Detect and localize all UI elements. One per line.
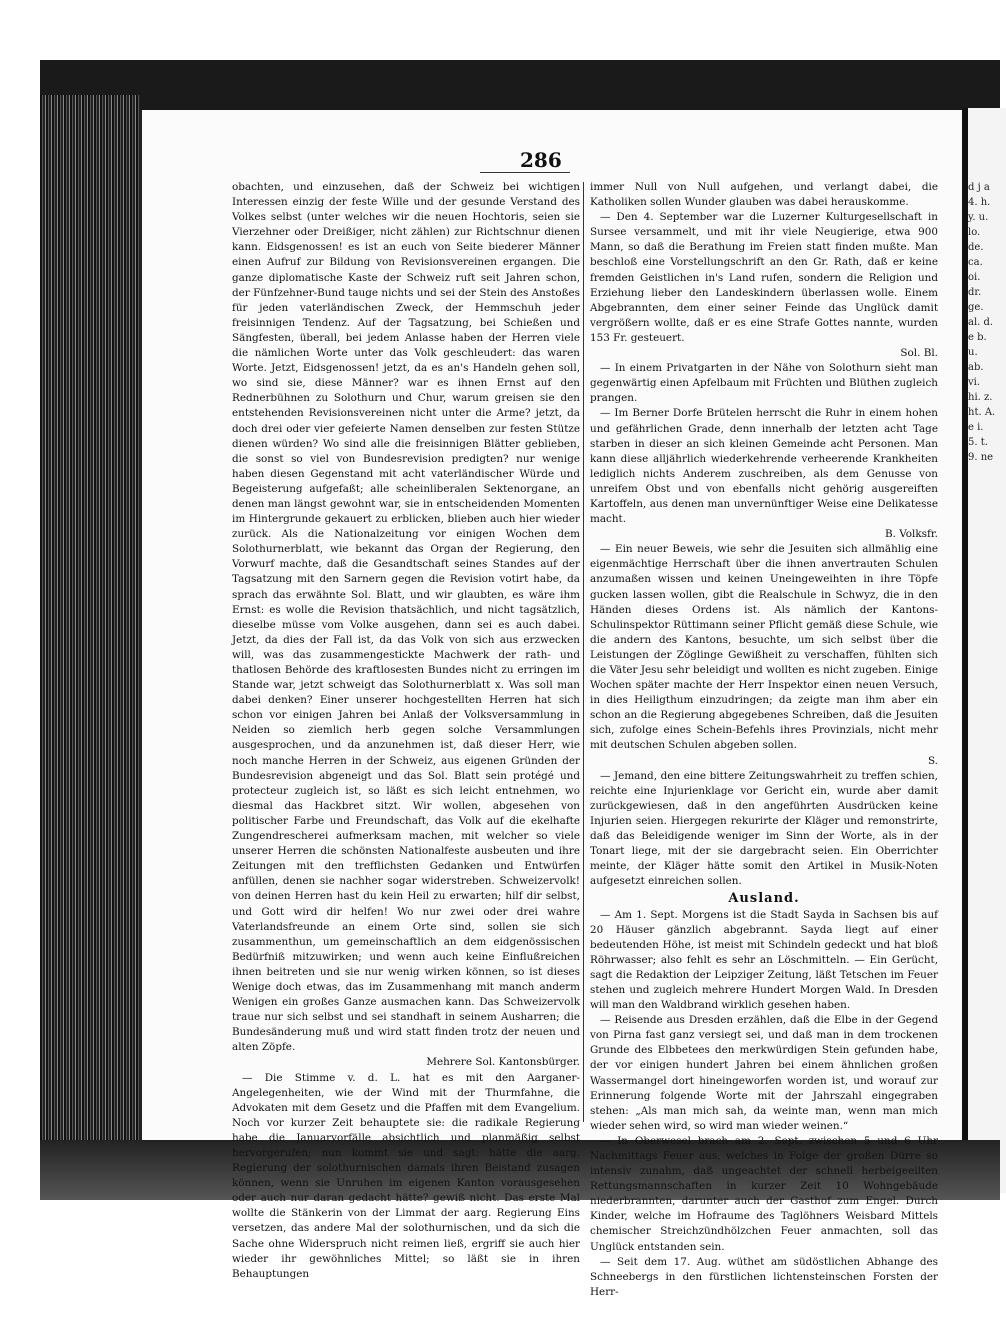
header-rule [480, 172, 570, 173]
left-column [232, 180, 580, 1280]
article-signature: B. Volksfr. [885, 528, 938, 541]
article-signature: Sol. Bl. [900, 347, 938, 360]
article-paragraph: — Seit dem 17. Aug. wüthet am südöstlichen Abhange des Schneebergs in den fürstlichen lichtensteinschen Forsten der Herr- [590, 1255, 938, 1298]
column-divider [583, 182, 584, 1122]
article-paragraph: obachten, und einzusehen, daß der Schweiz bei wichtigen Interessen einzig der feste Wille und der gesunde Verstand des Volkes selbst (unter welches wir die neuen Hochtoris, seien sie Vierzehner oder Dreißiger, nicht zählen) zur Richtschnur dienen kann. Eidsgenossen! es ist an euch von Seite biederer Männer einen Aufruf zur Bildung von Revisionsvereinen ergangen. Die ganze diplomatische Kaste der Schweiz ruft seit Jahren schon, der Fünfzehner-Bund tauge nichts und sei der Stein des Anstoßes für jeden vaterländischen Zweck, der Hemmschuh jeder freisinnigen Tendenz. Auf der Tagsatzung, bei Schießen und Sängfesten, überall, bei jedem Anlasse haben der Herren viele die nämlichen Worte unter das Volk geschleudert: das waren Worte. Jetzt, Eidsgenossen! jetzt, da es an's Handeln gehen soll, wo sind sie, diese Männer? war es ihnen Ernst auf den Rednerbühnen zu Solothurn und Chur, warum greisen sie den entstehenden Revisionsvereinen nicht unter die Arme? jetzt, da doch drei oder vier gefeierte Namen denselben zur festen Stütze dienen würden? Wo sind alle die freisinnigen Blätter geblieben, die sonst so viel von Bundesrevision predigten? nur wenige haben diesen Gegenstand mit acht vaterländischer Würde und Begeisterung aufgefaßt; alle scheinliberalen Sektenorgane, an denen man längst gewohnt war, sie in entscheidenden Momenten im Hintergrunde gekauert zu erblicken, blieben auch hier wieder zurück. Als die Nationalzeitung vor einigen Wochen dem Solothurnerblatt, wie bekannt das Organ der Regierung, den Vorwurf machte, daß die Gesandtschaft seines Standes auf der Tagsatzung mit den Sarnern gegen die Revision votirt habe, da sprach das erwähnte Sol. Blatt, und wir glaubten, es wäre ihm Ernst: es wolle die Revision thatsächlich, und nicht tagsätzlich, dieselbe müsse vom Volke ausgehen, dann sei es auch dabei. Jetzt, da dies der Fall ist, da das Volk von sich aus erzwecken will, was das zusammengestickte Machwerk der rath- und thatlosen Behörde des kraftlosesten Bundes nicht zu erringen im Stande war, jetzt schweigt das Solothurnerblatt x. Was soll man dabei denken? Einer unserer hochgestellten Herren hat sich schon vor einigen Jahren bei Anlaß der Volksversammlung in Neiden so ziemlich herb gegen solche Versammlungen ausgesprochen, und da anzunehmen ist, daß dieser Herr, wie noch manche Herren in der Schweiz, aus eigenen Gründen der Bundesrevision abgeneigt und das Sol. Blatt sein protégé und protecteur zugleich ist, so läßt es sich leicht entnehmen, wo diesmal das Hackbret sitzt. Wir wollen, abgesehen von politischer Farbe und Freundschaft, das Volk auf die ekelhafte Zungendrescherei aufmerksam machen, mit welcher so viele unserer Herren die schönsten Nationalfeste ausbeuten und ihre Zeitungen mit den trefflichsten Gedanken und Entwürfen anfüllen, denen sie nachher sogar widerstreben. Schweizervolk! von deinen Herren hast du kein Heil zu erwarten; hilf dir selbst, und Gott wird dir helfen! Wo nur zwei oder drei wahre Vaterlandsfreunde an einem Orte sind, sollen sie sich zusammenthun, um gemeinschaftlich an dem eidgenössischen Bedürfniß mitzuwirken; und wenn auch keine Einflußreichen ihnen beitreten und sie nur wenig wirken können, so ist dieses Wenige doch etwas, das im Zusammenhang mit manch anderm Wenigen ein großes Ganze ausmachen kann. Das Schweizervolk traue nur sich selbst und sei standhaft in seinem Ausharren; die Bundesänderung muß und wird statt finden trotz der neuen und alten Zöpfe. [232, 181, 580, 1054]
adjacent-page-fragments: d j a 4. h. y. u. lo. de. ca. oi. dr. ge. al. d. e b. u. ab. vi. hi. z. ht. A. e i. 5. t. 9. ne [968, 182, 996, 463]
article-paragraph: — Jemand, den eine bittere Zeitungswahrheit zu treffen schien, reichte eine Injurienklage vor Gericht ein, wurde aber damit zurückgewiesen, daß in den angeführten Ausdrücken keine Injurien seien. Hiergegen rekurirte der Kläger und remonstrirte, daß das Beleidigende weniger im Sinn der Worte, als in der Tonart liege, mit der sie dargebracht seien. Ein Oberrichter meinte, der Kläger hätte somit den Artikel in Musik-Noten aufgesetzt einreichen sollen. [590, 769, 938, 888]
book-spine-edge [40, 95, 140, 1140]
page-number: 286 [520, 148, 562, 172]
article-paragraph: — Im Berner Dorfe Brütelen herrscht die Ruhr in einem hohen und gefährlichen Grade, denn innerhalb der letzten acht Tage starben in dieser an sich kleinen Gemeinde acht Personen. Man kann diese alljährlich wiederkehrende verheerende Krankheiten lediglich nichts Anderem zuschreiben, als dem Genusse von unreifem Obst und von ebenfalls nicht gehörig ausgereiften Kartoffeln, aus denen man unvernünftiger Weise eine Delikatesse macht. [590, 407, 938, 526]
article-paragraph: — Reisende aus Dresden erzählen, daß die Elbe in der Gegend von Pirna fast ganz versiegt sei, und daß man in dem trockenen Grunde des Elbbetees den merkwürdigen Stein gefunden habe, der vor einigen hundert Jahren bei einem ähnlichen großen Wassermangel dort hineingeworfen worden ist, und worauf zur Erinnerung folgende Worte mit der Jahrszahl eingegraben stehen: „Als man mich sah, da weinte man, wenn man mich wieder sehen wird, so wird man wieder weinen.“ [590, 1014, 938, 1132]
section-heading: Ausland. [728, 891, 800, 907]
article-paragraph: — Am 1. Sept. Morgens ist die Stadt Sayda in Sachsen bis auf 20 Häuser gänzlich abgebrannt. Sayda liegt auf einer bedeutenden Höhe, ist meist mit Schindeln gedeckt und hat bloß Röhrwasser; also fehlt es sehr an Löschmitteln. — Ein Gerücht, sagt die Redaktion der Leipziger Zeitung, läßt Tetschen im Feuer stehen und zugleich mehrere Hundert Morgen Wald. In Dresden will man den Waldbrand wirklich gesehen haben. [590, 908, 938, 1012]
article-paragraph: — In einem Privatgarten in der Nähe von Solothurn sieht man gegenwärtig einen Apfelbaum mit Früchten und Blüthen zugleich prangen. [590, 362, 938, 405]
article-paragraph: — Ein neuer Beweis, wie sehr die Jesuiten sich allmählig eine eigenmächtige Herrschaft über die ihnen anvertrauten Schulen anzumaßen wissen und keinen Uneingeweihten in ihre Töpfe gucken lassen wollen, gibt die Realschule in Schwyz, die in den Händen dieses Ordens ist. Als nämlich der Kantons-Schulinspektor Rüttimann seiner Pflicht gemäß diese Schule, wie die andern des Kantons, besuchte, um sich selbst über die Leistungen der Zöglinge Gewißheit zu verschaffen, fühlten sich die Väter Jesu sehr beleidigt und wollten es nicht zugeben. Einige Wochen später machte der Herr Inspektor einen neuen Versuch, in dies Heiligthum einzudringen; da zeigte man ihm aber ein schon an die Regierung abgegebenes Schreiben, daß die Jesuiten sich, zufolge eines Schein-Befehls ihres Provinzials, nicht mehr mit deutschen Schulen abgeben sollen. [590, 543, 938, 752]
article-paragraph: — Den 4. September war die Luzerner Kulturgesellschaft in Sursee versammelt, und mit ihr viele Neugierige, etwa 900 Mann, so daß die Berathung im Freien statt finden mußte. Man beschloß eine Vorstellungschrift an den Gr. Rath, daß er keine fremden Geistlichen in's Land rufen, sondern die Religion und Erziehung lieber den Landeskindern überlassen wolle. Einem Abgebrannten, dem einer seiner Feinde das Unglück damit vergrößern wollte, daß er es eine Strafe Gottes nannte, wurden 153 Fr. gesteuert. [590, 211, 938, 344]
article-signature: S. [927, 754, 938, 767]
article-paragraph: immer Null von Null aufgehen, und verlangt dabei, die Katholiken sollen Wunder glauben was dabei herauskomme. [590, 181, 938, 209]
right-column [590, 180, 938, 1298]
article-paragraph: — In Oberwesel brach am 2. Sept. zwischen 5 und 6 Uhr Nachmittags Feuer aus, welches in Folge der großen Dürre so intensiv zunahm, daß ungeachtet der schnell herbeigeeilten Rettungsmannschaften in kurzer Zeit 10 Wohngebäude niederbrannten, darunter auch der Gasthof zum Engel. Durch Kinder, welche im Hofraume des Taglöhners Weisbard Mittels chemischer Streichzündhölzchen Feuer anmachten, soll das Unglück entstanden sein. [590, 1134, 938, 1253]
article-paragraph: — Die Stimme v. d. L. hat es mit den Aarganer-Angelegenheiten, wie der Wind mit der Thurmfahne, die Advokaten mit dem Gesetz und die Pfaffen mit dem Evangelium. Noch vor kurzer Zeit behauptete sie: die radikale Regierung habe die Januarvorfälle absichtlich und planmäßig selbst hervorgerufen; nun kommt sie und sagt: hätte die aarg. Regierung der solothurnischen damals ihren Beistand zusagen können, wenn sie Unruhen im eigenen Kanton vorausgesehen oder auch nur daran gedacht hätte? gewiß nicht. Das erste Mal wollte die Stänkerin von der Limmat der aarg. Regierung Eins versetzen, das andere Mal der solothurnischen, und da sich die Sache ohne Widerspruch nicht reimen ließ, ergriff sie auch hier wieder ihr gewöhnliches Mittel; so läßt sie in ihren Behauptungen [232, 1071, 580, 1280]
article-signature: Mehrere Sol. Kantonsbürger. [426, 1056, 580, 1069]
